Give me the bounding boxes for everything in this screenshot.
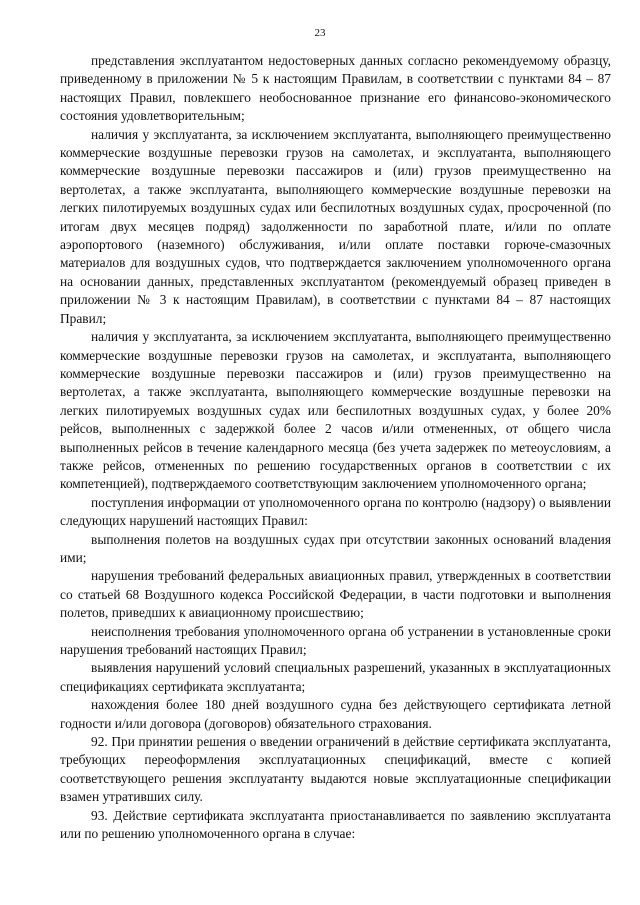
page-number: 23: [314, 27, 326, 39]
document-body: [60, 52, 611, 843]
paragraph-special-permits: выявления нарушений условий специальных разрешений, указанных в эксплуатационных спецификациях сертификата эксплуатанта;: [60, 660, 611, 694]
paragraph-no-legal-basis: выполнения полетов на воздушных судах при отсутствии законных оснований владения ими;: [60, 531, 611, 565]
paragraph-item-92: 92. При принятии решения о введении ограничений в действие сертификата эксплуатанта, требующих переоформления эксплуатационных спецификаций, вместе с копией соответствующего решения эксплуатанту выдаются новые эксплуатационные спецификации взамен утративших силу.: [60, 734, 611, 805]
paragraph-overdue-debt: наличия у эксплуатанта, за исключением эксплуатанта, выполняющего преимущественно коммерческие воздушные перевозки грузов на самолетах, и эксплуатанта, выполняющего коммерческие воздушные перевозки пассажиров и (или) грузов преимущественно на вертолетах, а также эксплуатанта, выполняющего коммерческие воздушные перевозки на легких пилотируемых воздушных судах или беспилотных воздушных судах, просроченной (по итогам двух месяцев подряд) задолженности по заработной плате, и/или по оплате аэропортового (наземного) обслуживания, и/или оплате поставки горюче-смазочных материалов для воздушных судов, что подтверждается заключением уполномоченного органа на основании данных, представленных эксплуатантом (рекомендуемый образец приведен в приложении № 3 к настоящим Правилам), в соответствии с пунктами 84 – 87 настоящих Правил;: [60, 126, 611, 326]
paragraph-aviation-rules-violation: нарушения требований федеральных авиационных правил, утвержденных в соответствии со статьей 68 Воздушного кодекса Российской Федерации, в части подготовки и выполнения полетов, приведших к авиационному происшествию;: [60, 568, 611, 621]
paragraph-noncompliance: неисполнения требования уполномоченного органа об устранении в установленные сроки нарушения требований настоящих Правил;: [60, 623, 611, 657]
paragraph-flight-delays: наличия у эксплуатанта, за исключением эксплуатанта, выполняющего преимущественно коммерческие воздушные перевозки грузов на самолетах, и эксплуатанта, выполняющего коммерческие воздушные перевозки пассажиров и (или) грузов преимущественно на вертолетах, а также эксплуатанта, выполняющего коммерческие воздушные перевозки на легких пилотируемых воздушных судах или беспилотных воздушных судах, у более 20% рейсов, выполненных с задержкой более 2 часов и/или отмененных, от общего числа выполненных рейсов в течение календарного месяца (без учета задержек по метеоусловиям, а также рейсов, отмененных по решению государственных органов в соответствии с их компетенцией), подтверждаемого соответствующим заключением уполномоченного органа;: [60, 329, 611, 492]
paragraph-violations-intro: поступления информации от уполномоченного органа по контролю (надзору) о выявлении следующих нарушений настоящих Правил:: [60, 494, 611, 529]
paragraph-item-93: 93. Действие сертификата эксплуатанта приостанавливается по заявлению эксплуатанта или по решению уполномоченного органа в случае:: [60, 807, 611, 842]
paragraph-unreliable-data: представления эксплуатантом недостоверных данных согласно рекомендуемому образцу, приведенному в приложении № 5 к настоящим Правилам, в соответствии с пунктами 84 – 87 настоящих Правил, повлекшего необоснованное признание его финансово-экономического состояния удовлетворительным;: [60, 53, 611, 124]
paragraph-airworthiness: нахождения более 180 дней воздушного судна без действующего сертификата летной годности и/или договора (договоров) обязательного страхования.: [60, 697, 611, 731]
